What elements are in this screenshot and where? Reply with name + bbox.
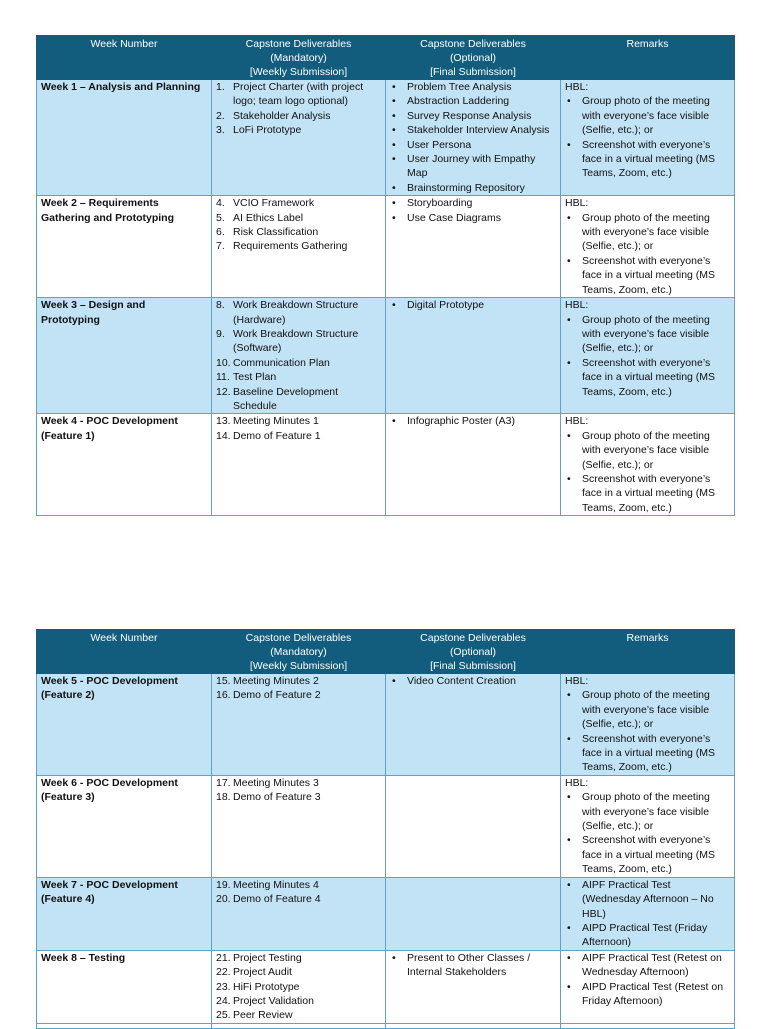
optional-list [390, 298, 556, 312]
header-mandatory: Capstone Deliverables (Mandatory) [Weekly Submission] [212, 36, 386, 80]
remarks-title: HBL: [565, 776, 589, 789]
bullet-icon [565, 951, 582, 980]
item-text: Group photo of the meeting with everyone’s face visible (Selfie, etc.); or [582, 313, 710, 355]
remarks-cell [561, 877, 735, 950]
item-number: 17. [216, 776, 231, 789]
bullet-icon [565, 921, 582, 950]
table-row-cut-off [37, 1023, 735, 1028]
item-text: Work Breakdown Structure (Hardware) [233, 299, 359, 326]
list-item [565, 94, 730, 137]
item-number: 11. [216, 371, 230, 384]
remarks-list [565, 313, 730, 399]
item-number: 9. [216, 327, 225, 340]
item-number: 4. [216, 197, 225, 210]
remarks-list [565, 951, 730, 1009]
item-number: 16. [216, 689, 231, 702]
list-item [565, 254, 730, 297]
optional-cell [386, 674, 561, 776]
remarks-cell [561, 674, 735, 776]
item-text: Screenshot with everyone’s face in a virtual meeting (MS Teams, Zoom, etc.) [582, 472, 716, 514]
list-item [390, 94, 556, 108]
list-item [565, 138, 730, 181]
item-text: AIPF Practical Test (Wednesday Afternoon – No HBL) [582, 878, 714, 920]
optional-list [390, 674, 556, 688]
list-item [216, 239, 381, 253]
item-text: Group photo of the meeting with everyone’s face visible (Selfie, etc.); or [582, 429, 710, 471]
week-cell: Week 1 – Analysis and Planning [37, 80, 212, 196]
mandatory-cell [212, 877, 386, 950]
list-item [565, 921, 730, 950]
item-text: Test Plan [233, 371, 277, 384]
item-number: 20. [216, 893, 231, 906]
list-item [216, 80, 381, 109]
list-item [565, 472, 730, 515]
optional-list [390, 951, 556, 980]
bullet-icon [565, 980, 582, 1009]
remarks-cell [561, 775, 735, 877]
bullet-icon [565, 313, 582, 356]
list-item [216, 980, 381, 994]
bullet-icon [390, 109, 407, 123]
optional-cell [386, 298, 561, 414]
item-number: 15. [216, 675, 231, 687]
item-text: Baseline Development Schedule [233, 385, 339, 412]
mandatory-list [216, 80, 381, 138]
item-text: Demo of Feature 1 [233, 429, 321, 442]
remarks-cell [561, 298, 735, 414]
optional-list [390, 414, 556, 428]
item-text: Digital Prototype [407, 299, 485, 312]
item-number: 25. [216, 1009, 231, 1022]
item-text: Meeting Minutes 3 [233, 776, 319, 789]
bullet-icon [390, 196, 407, 210]
bullet-icon [390, 951, 407, 980]
item-text: Stakeholder Analysis [233, 109, 331, 122]
list-item [565, 951, 730, 980]
item-number: 14. [216, 429, 231, 442]
bullet-icon [565, 138, 582, 181]
optional-list [390, 80, 556, 195]
item-text: Demo of Feature 3 [233, 791, 321, 804]
item-text: Abstraction Laddering [407, 95, 510, 108]
list-item [216, 196, 381, 210]
list-item [216, 109, 381, 123]
remarks-list [565, 429, 730, 515]
list-item [216, 211, 381, 225]
table-row [37, 196, 735, 298]
item-number: 2. [216, 109, 225, 122]
table-body [37, 80, 735, 516]
item-number: 7. [216, 240, 225, 253]
bullet-icon [565, 254, 582, 297]
table-header-row [37, 630, 735, 674]
item-text: Group photo of the meeting with everyone’s face visible (Selfie, etc.); or [582, 689, 710, 731]
header-mandatory: Capstone Deliverables (Mandatory) [Weekly Submission] [212, 630, 386, 674]
mandatory-list [216, 951, 381, 1023]
week-cell: Week 3 – Design and Prototyping [37, 298, 212, 414]
bullet-icon [390, 94, 407, 108]
mandatory-cell [212, 674, 386, 776]
bullet-icon [565, 472, 582, 515]
mandatory-list [216, 878, 381, 907]
bullet-icon [390, 152, 407, 181]
mandatory-list [216, 674, 381, 703]
list-item [565, 313, 730, 356]
item-text: Group photo of the meeting with everyone’s face visible (Selfie, etc.); or [582, 791, 710, 833]
item-text: Use Case Diagrams [407, 211, 501, 224]
item-number: 12. [216, 385, 231, 398]
table-header-row [37, 36, 735, 80]
bullet-icon [390, 211, 407, 225]
item-text: Storyboarding [407, 197, 473, 210]
item-number: 22. [216, 966, 231, 979]
cut-cell [37, 1023, 212, 1028]
week-cell: Week 4 - POC Development (Feature 1) [37, 414, 212, 516]
list-item [216, 298, 381, 327]
optional-cell [386, 414, 561, 516]
header-optional: Capstone Deliverables (Optional) [Final Submission] [386, 630, 561, 674]
item-text: Meeting Minutes 4 [233, 878, 319, 891]
bullet-icon [390, 181, 407, 195]
list-item [216, 776, 381, 790]
item-text: AI Ethics Label [233, 211, 304, 224]
item-text: Infographic Poster (A3) [407, 415, 515, 428]
bullet-icon [565, 878, 582, 921]
list-item [216, 429, 381, 443]
item-text: Screenshot with everyone’s face in a virtual meeting (MS Teams, Zoom, etc.) [582, 732, 716, 774]
bullet-icon [390, 80, 407, 94]
remarks-list [565, 878, 730, 950]
remarks-list [565, 94, 730, 180]
mandatory-list [216, 776, 381, 805]
item-number: 3. [216, 124, 225, 137]
item-text: VCIO Framework [233, 197, 315, 210]
item-text: User Persona [407, 138, 472, 151]
list-item [390, 674, 556, 688]
week-cell: Week 5 - POC Development (Feature 2) [37, 674, 212, 776]
remarks-title: HBL: [565, 197, 589, 210]
mandatory-cell [212, 775, 386, 877]
optional-cell [386, 877, 561, 950]
item-text: Project Testing [233, 951, 302, 964]
list-item [216, 327, 381, 356]
item-number: 13. [216, 415, 231, 428]
mandatory-cell [212, 80, 386, 196]
remarks-cell [561, 196, 735, 298]
list-item [216, 790, 381, 804]
item-text: AIPF Practical Test (Retest on Wednesday Afternoon) [582, 951, 722, 979]
list-item [565, 688, 730, 731]
item-text: Project Validation [233, 994, 314, 1007]
bullet-icon [390, 414, 407, 428]
list-item [390, 181, 556, 195]
header-remarks: Remarks [561, 630, 735, 674]
bullet-icon [565, 211, 582, 254]
item-number: 8. [216, 299, 225, 312]
optional-cell [386, 950, 561, 1023]
item-text: Screenshot with everyone’s face in a virtual meeting (MS Teams, Zoom, etc.) [582, 356, 716, 398]
week-cell: Week 8 – Testing [37, 950, 212, 1023]
item-number: 21. [216, 951, 231, 964]
item-text: AIPD Practical Test (Friday Afternoon) [582, 921, 708, 949]
item-text: Risk Classification [233, 226, 319, 239]
item-number: 10. [216, 356, 231, 369]
item-text: Screenshot with everyone’s face in a virtual meeting (MS Teams, Zoom, etc.) [582, 138, 716, 180]
list-item [390, 298, 556, 312]
bullet-icon [390, 123, 407, 137]
cut-cell [212, 1023, 386, 1028]
item-text: Present to Other Classes / Internal Stakeholders [407, 951, 531, 979]
list-item [216, 370, 381, 384]
bullet-icon [565, 688, 582, 731]
item-number: 18. [216, 791, 231, 804]
bullet-icon [565, 833, 582, 876]
list-item [216, 356, 381, 370]
list-item [565, 833, 730, 876]
list-item [565, 790, 730, 833]
list-item [216, 951, 381, 965]
item-number: 23. [216, 980, 231, 993]
schedule-table-2 [36, 629, 735, 1029]
bullet-icon [565, 94, 582, 137]
list-item [390, 152, 556, 181]
item-number: 1. [216, 81, 225, 93]
item-text: Screenshot with everyone’s face in a virtual meeting (MS Teams, Zoom, etc.) [582, 254, 716, 296]
week-cell: Week 2 – Requirements Gathering and Prototyping [37, 196, 212, 298]
table-row [37, 80, 735, 196]
remarks-cell [561, 950, 735, 1023]
header-week-number: Week Number [37, 630, 212, 674]
item-text: Survey Response Analysis [407, 109, 532, 122]
item-number: 6. [216, 226, 225, 239]
list-item [216, 892, 381, 906]
remarks-title: HBL: [565, 299, 589, 312]
table-row [37, 414, 735, 516]
optional-cell [386, 196, 561, 298]
item-text: Demo of Feature 2 [233, 689, 321, 702]
list-item [216, 878, 381, 892]
list-item [216, 225, 381, 239]
item-text: Meeting Minutes 2 [233, 675, 319, 687]
optional-cell [386, 775, 561, 877]
list-item [216, 414, 381, 428]
remarks-title: HBL: [565, 675, 589, 687]
schedule-table-1 [36, 35, 735, 516]
list-item [565, 429, 730, 472]
table-row [37, 674, 735, 776]
mandatory-cell [212, 414, 386, 516]
list-item [216, 1008, 381, 1022]
list-item [216, 385, 381, 414]
item-text: AIPD Practical Test (Retest on Friday Afternoon) [582, 980, 724, 1007]
bullet-icon [390, 298, 407, 312]
item-text: User Journey with Empathy Map [407, 153, 536, 180]
item-text: Stakeholder Interview Analysis [407, 124, 550, 137]
item-text: Problem Tree Analysis [407, 81, 512, 93]
item-text: Group photo of the meeting with everyone’s face visible (Selfie, etc.); or [582, 95, 710, 137]
week-cell: Week 7 - POC Development (Feature 4) [37, 877, 212, 950]
item-text: Project Audit [233, 966, 292, 979]
remarks-title: HBL: [565, 415, 589, 428]
item-number: 5. [216, 211, 225, 224]
table-row [37, 775, 735, 877]
item-text: Demo of Feature 4 [233, 893, 321, 906]
item-text: Group photo of the meeting with everyone’s face visible (Selfie, etc.); or [582, 211, 710, 253]
header-week-number: Week Number [37, 36, 212, 80]
item-text: HiFi Prototype [233, 980, 300, 993]
item-text: Work Breakdown Structure (Software) [233, 327, 359, 355]
list-item [216, 965, 381, 979]
remarks-cell [561, 414, 735, 516]
list-item [390, 196, 556, 210]
item-text: Brainstorming Repository [407, 181, 525, 194]
list-item [390, 211, 556, 225]
remarks-list [565, 688, 730, 774]
bullet-icon [390, 674, 407, 688]
week-cell: Week 6 - POC Development (Feature 3) [37, 775, 212, 877]
bullet-icon [565, 356, 582, 399]
item-text: LoFi Prototype [233, 124, 302, 137]
table-row [37, 877, 735, 950]
item-number: 24. [216, 994, 231, 1007]
list-item [390, 414, 556, 428]
list-item [216, 123, 381, 137]
item-text: Video Content Creation [407, 675, 516, 687]
list-item [390, 951, 556, 980]
item-text: Peer Review [233, 1009, 293, 1022]
bullet-icon [565, 732, 582, 775]
mandatory-list [216, 196, 381, 254]
mandatory-list [216, 298, 381, 413]
optional-cell [386, 80, 561, 196]
bullet-icon [565, 790, 582, 833]
remarks-list [565, 790, 730, 876]
list-item [565, 878, 730, 921]
optional-list [390, 196, 556, 225]
item-text: Communication Plan [233, 356, 330, 369]
remarks-title: HBL: [565, 81, 589, 93]
list-item [390, 138, 556, 152]
list-item [216, 674, 381, 688]
table-body [37, 674, 735, 1029]
table-row [37, 298, 735, 414]
list-item [216, 994, 381, 1008]
item-text: Screenshot with everyone’s face in a virtual meeting (MS Teams, Zoom, etc.) [582, 834, 716, 876]
item-number: 19. [216, 878, 231, 891]
header-optional: Capstone Deliverables (Optional) [Final Submission] [386, 36, 561, 80]
mandatory-cell [212, 196, 386, 298]
mandatory-cell [212, 950, 386, 1023]
remarks-cell [561, 80, 735, 196]
cut-cell [561, 1023, 735, 1028]
item-text: Meeting Minutes 1 [233, 415, 319, 428]
item-text: Requirements Gathering [233, 240, 348, 253]
list-item [390, 109, 556, 123]
bullet-icon [565, 429, 582, 472]
table-row [37, 950, 735, 1023]
mandatory-list [216, 414, 381, 443]
list-item [565, 732, 730, 775]
list-item [565, 356, 730, 399]
remarks-list [565, 211, 730, 297]
list-item [565, 211, 730, 254]
bullet-icon [390, 138, 407, 152]
mandatory-cell [212, 298, 386, 414]
list-item [390, 123, 556, 137]
list-item [216, 688, 381, 702]
cut-cell [386, 1023, 561, 1028]
list-item [390, 80, 556, 94]
header-remarks: Remarks [561, 36, 735, 80]
item-text: Project Charter (with project logo; team logo optional) [233, 81, 364, 108]
list-item [565, 980, 730, 1009]
